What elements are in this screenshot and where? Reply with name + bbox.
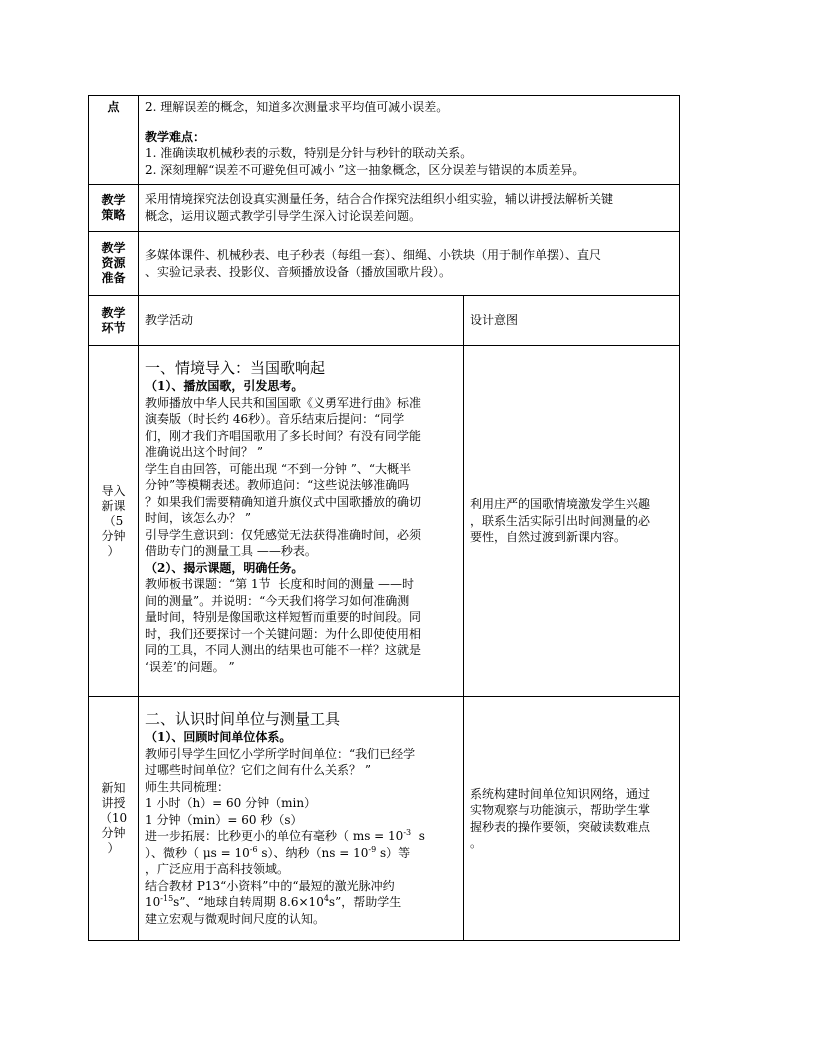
resources-line-2: 、实验记录表、投影仪、音频播放设备（播放国歌片段）。 bbox=[145, 264, 452, 279]
resources-label-cell bbox=[89, 232, 139, 296]
text-line: ，广泛应用于高科技领域。 bbox=[145, 862, 290, 876]
text-line-ms bbox=[145, 828, 457, 845]
focus-row bbox=[89, 96, 680, 185]
intro-step-1: （1）、播放国歌，引发思考。 bbox=[145, 379, 304, 393]
resources-content-cell bbox=[139, 232, 680, 296]
resources-label-2: 资源 bbox=[101, 256, 126, 270]
intent-line: 要性，自然过渡到新课内容。 bbox=[470, 530, 627, 545]
intent-line: 握秒表的操作要领，突破读数难点 bbox=[470, 819, 651, 834]
text-fragment: s bbox=[411, 829, 425, 843]
text-line: 教师引导学生回忆小学所学时间单位：“我们已经学 bbox=[145, 746, 416, 761]
new-label-4: 分钟 bbox=[101, 826, 126, 840]
text-line: 演奏版（时长约 46秒）。音乐结束后提问：“同学 bbox=[145, 412, 405, 426]
spacer bbox=[145, 116, 673, 129]
text-fragment: 进一步拓展：比秒更小的单位有毫秒（ ms = 10 bbox=[145, 829, 404, 843]
strategy-line-1: 采用情境探究法创设真实测量任务，结合合作探究法组织小组实验，辅以讲授法解析关键 bbox=[145, 192, 614, 206]
new-label-3: （10 bbox=[99, 811, 128, 825]
new-title: 二、认识时间单位与测量工具 bbox=[145, 710, 341, 728]
exponent: -3 bbox=[403, 828, 412, 837]
new-label-cell bbox=[89, 697, 139, 941]
intro-label-3: （5 bbox=[103, 513, 124, 528]
header-label-cell bbox=[89, 296, 139, 346]
intent-line: 利用庄严的国歌情境激发学生兴趣 bbox=[470, 497, 651, 512]
column-header-intent: 设计意图 bbox=[470, 313, 519, 328]
header-label-1: 教学 bbox=[101, 305, 126, 320]
new-label-2: 讲授 bbox=[101, 796, 126, 810]
header-activity-cell bbox=[139, 296, 464, 346]
text-fragment: s）、纳秒（ns = 10 bbox=[257, 845, 369, 860]
text-fragment: s”，帮助学生 bbox=[328, 895, 402, 909]
intro-label-4: 分钟 bbox=[101, 528, 126, 543]
new-knowledge-row bbox=[89, 697, 680, 941]
strategy-line-2: 概念，运用议题式教学引导学生深入讨论误差问题。 bbox=[145, 208, 422, 223]
text-line: 师生共同梳理： bbox=[145, 779, 230, 794]
strategy-content-cell bbox=[139, 185, 680, 232]
exponent: -9 bbox=[368, 844, 377, 854]
intro-label-1: 导入 bbox=[101, 483, 126, 498]
text-line: 时，我们还要探讨一个关键问题：为什么即使使用相 bbox=[145, 626, 422, 641]
exponent: 4 bbox=[323, 894, 329, 903]
intro-label-2: 新课 bbox=[101, 498, 126, 513]
intro-intent-cell bbox=[464, 346, 680, 697]
text-line: 学生自由回答，可能出现 “不到一分钟 ”、“大概半 bbox=[145, 461, 412, 476]
exponent: -15 bbox=[160, 894, 174, 903]
text-line: 过哪些时间单位？它们之间有什么关系？ ” bbox=[145, 763, 371, 777]
text-line: 间的测量”。并说明：“今天我们将学习如何准确测 bbox=[145, 593, 410, 608]
strategy-label-2: 策略 bbox=[101, 208, 126, 222]
column-header-activity: 教学活动 bbox=[145, 313, 194, 328]
intent-line: 系统构建时间单位知识网络，通过 bbox=[470, 786, 651, 801]
difficulty-2: 2. 深刻理解“误差不可避免但可减小 ”这一抽象概念，区分误差与错误的本质差异。 bbox=[145, 162, 585, 177]
focus-content-cell bbox=[139, 96, 680, 185]
strategy-row bbox=[89, 185, 680, 232]
text-fragment: ）、微秒（ μs = 10 bbox=[145, 845, 250, 860]
difficulty-heading: 教学难点： bbox=[145, 129, 206, 144]
text-line-us-ns bbox=[145, 845, 457, 862]
text-line: 1 分钟（min）= 60 秒（s） bbox=[145, 812, 303, 827]
exponent: -6 bbox=[249, 844, 258, 854]
text-line: 同的工具，不同人测出的结果也可能不一样？这就是 bbox=[145, 643, 422, 657]
intent-line: ，联系生活实际引出时间测量的必 bbox=[470, 513, 651, 528]
header-intent-cell bbox=[464, 296, 680, 346]
lesson-plan-table bbox=[88, 95, 680, 941]
focus-label: 点 bbox=[107, 100, 120, 114]
intent-line: 实物观察与功能演示，帮助学生掌 bbox=[470, 803, 651, 817]
new-activity-cell bbox=[139, 697, 464, 941]
text-fragment: 10 bbox=[145, 895, 161, 909]
intent-line: 。 bbox=[470, 836, 483, 850]
new-label-5: ） bbox=[107, 841, 120, 855]
key-point-2: 2. 理解误差的概念，知道多次测量求平均值可减小误差。 bbox=[145, 100, 449, 114]
new-step-1: （1）、回顾时间单位体系。 bbox=[145, 730, 292, 744]
intro-label-5: ） bbox=[107, 543, 120, 558]
text-line: 借助专门的测量工具 ——秒表。 bbox=[145, 544, 317, 558]
text-fragment: s”、“地球自转周期 8.6×10 bbox=[173, 895, 324, 909]
text-line: ？如果我们需要精确知道升旗仪式中国歌播放的确切 bbox=[145, 494, 422, 509]
header-row bbox=[89, 296, 680, 346]
text-line: 量时间，特别是像国歌这样短暂而重要的时间段。同 bbox=[145, 610, 422, 624]
intro-row bbox=[89, 346, 680, 697]
new-intent-cell bbox=[464, 697, 680, 941]
text-fragment: s）等 bbox=[376, 845, 411, 860]
strategy-label-1: 教学 bbox=[101, 193, 126, 207]
text-line: 教师播放中华人民共和国国歌《义勇军进行曲》标准 bbox=[145, 395, 422, 410]
intro-label-cell bbox=[89, 346, 139, 697]
text-line-scale bbox=[145, 894, 457, 911]
text-line: 分钟”等模糊表述。教师追问：“这些说法够准确吗 bbox=[145, 478, 410, 492]
strategy-label-cell bbox=[89, 185, 139, 232]
text-line: ‘误差’的问题。 ” bbox=[145, 659, 235, 674]
text-line: 1 小时（h）= 60 分钟（min） bbox=[145, 796, 317, 810]
resources-label-1: 教学 bbox=[101, 241, 126, 255]
intro-title: 一、情境导入：当国歌响起 bbox=[145, 359, 326, 377]
text-line: 结合教材 P13“小资料”中的“最短的激光脉冲约 bbox=[145, 878, 395, 893]
focus-label-cell bbox=[89, 96, 139, 185]
text-line: 们，刚才我们齐唱国歌用了多长时间？有没有同学能 bbox=[145, 428, 422, 443]
text-line: 准确说出这个时间？ ” bbox=[145, 445, 263, 459]
text-line: 引导学生意识到：仅凭感觉无法获得准确时间，必须 bbox=[145, 527, 422, 542]
text-line: 教师板书课题：“第 1节 长度和时间的测量 ——时 bbox=[145, 577, 415, 591]
resources-label-3: 准备 bbox=[101, 271, 126, 285]
intro-step-2: （2）、揭示课题，明确任务。 bbox=[145, 560, 304, 575]
resources-line-1: 多媒体课件、机械秒表、电子秒表（每组一套）、细绳、小铁块（用于制作单摆）、直尺 bbox=[145, 248, 602, 262]
new-label-1: 新知 bbox=[101, 781, 126, 795]
intro-activity-cell bbox=[139, 346, 464, 697]
text-line: 建立宏观与微观时间尺度的认知。 bbox=[145, 911, 326, 926]
difficulty-1: 1. 准确读取机械秒表的示数，特别是分针与秒针的联动关系。 bbox=[145, 146, 473, 160]
resources-row bbox=[89, 232, 680, 296]
text-line: 时间，该怎么办？ ” bbox=[145, 511, 251, 525]
header-label-2: 环节 bbox=[101, 320, 126, 335]
